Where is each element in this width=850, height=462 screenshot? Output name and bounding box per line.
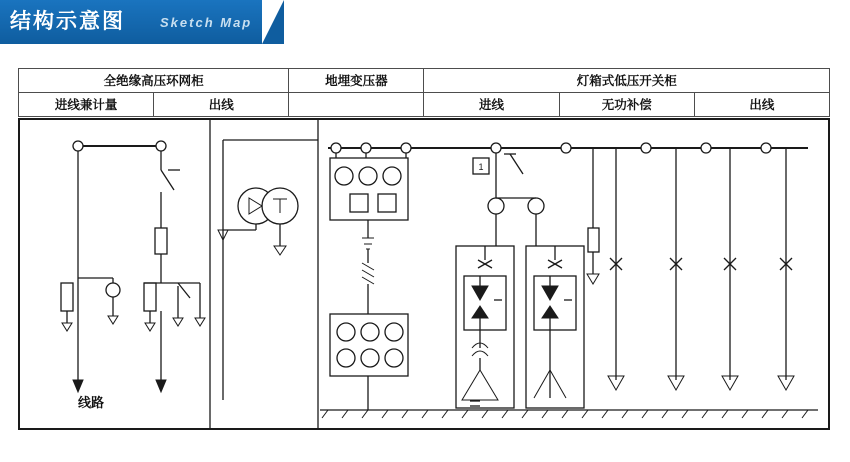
- meter-label-text: 1: [478, 162, 484, 172]
- lower-ct-5: [361, 349, 379, 367]
- lv-bus-node-4: [491, 143, 501, 153]
- mod1-thyristor-box: [464, 276, 506, 330]
- header-cell-outgoing-hv: 出线: [154, 93, 289, 117]
- lower-ct-2: [361, 323, 379, 341]
- header-row-top: [19, 69, 830, 93]
- voltage-transformer-left: [106, 283, 120, 297]
- header-cell-buried-transformer: 地埋变压器: [289, 69, 424, 93]
- banner-title-cn: 结构示意图: [10, 10, 125, 33]
- meter-ct-1: [335, 167, 353, 185]
- load-arrow-left: [73, 380, 83, 392]
- meter-device-2: [378, 194, 396, 212]
- lv-bus-node-2: [361, 143, 371, 153]
- header-cell-lowvoltage-switchgear: 灯箱式低压开关柜: [424, 69, 830, 93]
- header-cell-outgoing-lv: 出线: [694, 93, 829, 117]
- lv-bus-node-1: [331, 143, 341, 153]
- ct-block-right: [144, 283, 156, 311]
- single-line-diagram: [18, 118, 830, 430]
- lv-bus-node-7: [701, 143, 711, 153]
- lower-ct-3: [385, 323, 403, 341]
- lv-bus-node-3: [401, 143, 411, 153]
- lower-ct-1: [337, 323, 355, 341]
- lv-bus-node-8: [761, 143, 771, 153]
- load-arrow-right: [156, 380, 166, 392]
- cabinet-section-header-table: [18, 68, 830, 117]
- transformer-neutral-earth: [274, 246, 286, 255]
- comp-contactor-1: [488, 198, 504, 214]
- comp-fuse: [588, 228, 599, 252]
- earth-triangle-5: [195, 318, 205, 326]
- mod2-thyristor-box: [534, 276, 576, 330]
- lv-disconnector-blade: [510, 154, 523, 174]
- earth-triangle-3: [145, 323, 155, 331]
- diagram-canvas: [18, 118, 830, 430]
- hv-bus-terminal-left: [73, 141, 83, 151]
- header-cell-incoming-lv: 进线: [424, 93, 559, 117]
- line-label: 线路: [78, 395, 105, 410]
- hv-fuse: [155, 228, 167, 254]
- header-row-bottom: [19, 93, 830, 117]
- header-cell-ring-main-unit: 全绝缘高压环网柜: [19, 69, 289, 93]
- breaker-zigzag: [362, 263, 374, 284]
- header-cell-incoming-metering: 进线兼计量: [19, 93, 154, 117]
- page-banner: [0, 0, 300, 44]
- load-break-switch-blade: [161, 170, 174, 190]
- earth-triangle-1: [62, 323, 72, 331]
- surge-arrester-symbol: [362, 238, 374, 249]
- lower-ct-6: [385, 349, 403, 367]
- comp-contactor-2: [528, 198, 544, 214]
- header-cell-empty: [289, 93, 424, 117]
- ground-hatching: [322, 410, 808, 418]
- disconnector-blade-1: [178, 283, 190, 298]
- earth-triangle-2: [108, 316, 118, 324]
- lv-bus-node-6: [641, 143, 651, 153]
- lower-ct-4: [337, 349, 355, 367]
- header-cell-reactive-compensation: 无功补偿: [559, 93, 694, 117]
- lv-bus-node-5: [561, 143, 571, 153]
- banner-title-en: Sketch Map: [160, 15, 253, 30]
- hv-bus-terminal-right: [156, 141, 166, 151]
- meter-ct-3: [383, 167, 401, 185]
- meter-device-1: [350, 194, 368, 212]
- ct-block-left: [61, 283, 73, 311]
- comp-fuse-earth: [587, 274, 599, 284]
- meter-ct-2: [359, 167, 377, 185]
- earth-triangle-4: [173, 318, 183, 326]
